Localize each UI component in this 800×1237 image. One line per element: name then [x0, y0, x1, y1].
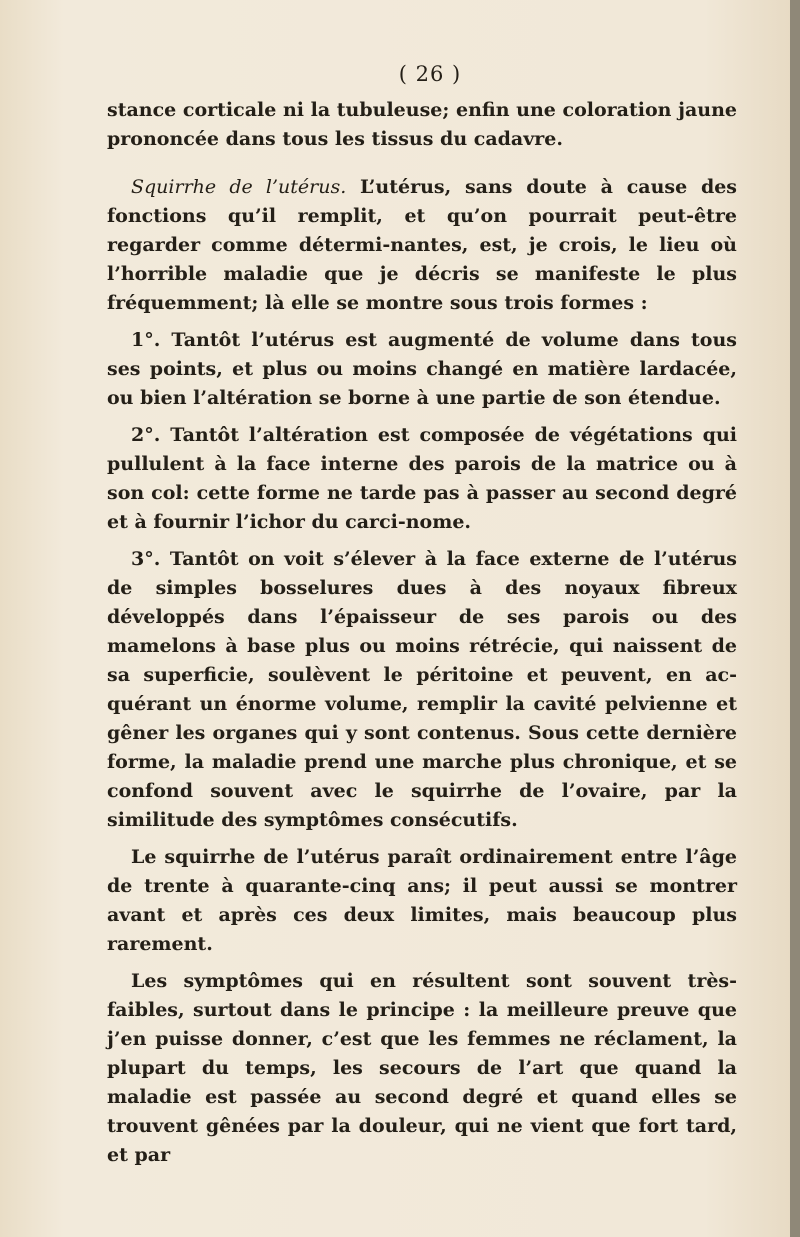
paragraph-age: Le squirrhe de l’utérus paraît ordinairement entre l’âge de trente à quarante-cinq ans; il peut aussi se montrer avant et après ces deux limites, mais beaucoup plus rarement.	[107, 846, 737, 955]
section-title: Squirrhe de l’utérus.	[131, 176, 347, 198]
paragraph-continuation: stance corticale ni la tubuleuse; enfin une coloration jaune prononcée dans tous les tissus du cadavre.	[107, 99, 737, 150]
page-edge	[790, 0, 800, 1237]
paragraph-third-form: 3°. Tantôt on voit s’élever à la face externe de l’utérus de simples bosselures dues à des noyaux fibreux développés dans l’épaisseur de ses parois ou des mamelons à base plus ou moins rétrécie, qui naissent de sa superficie, soulèvent le péritoine et peuvent, en ac-quérant un énorme volume, remplir la cavité pelvienne et gêner les organes qui y sont contenus. Sous cette dernière forme, la maladie prend une marche plus chronique, et se confond souvent avec le squirrhe de l’ovaire, par la similitude des symptômes consécutifs.	[107, 548, 737, 831]
paragraph-uterus-introduction	[107, 173, 737, 318]
paragraph-symptoms: Les symptômes qui en résultent sont souvent très-faibles, surtout dans le principe : la meilleure preuve que j’en puisse donner, c’est que les femmes ne réclament, la plupart du temps, les secours de l’art que quand la maladie est passée au second degré et quand elles se trouvent gênées par la douleur, qui ne vient que fort tard, et par	[107, 970, 737, 1166]
paragraph-second-form: 2°. Tantôt l’altération est composée de végétations qui pullulent à la face interne des parois de la matrice ou à son col: cette forme ne tarde pas à passer au second degré et à fournir l’ichor du carci-nome.	[107, 424, 737, 533]
page-number: ( 26 )	[398, 62, 462, 86]
body-text	[107, 96, 737, 1170]
paragraph-first-form: 1°. Tantôt l’utérus est augmenté de volume dans tous ses points, et plus ou moins changé en matière lardacée, ou bien l’altération se borne à une partie de son étendue.	[107, 329, 737, 409]
paragraph-text: L’utérus, sans doute à cause des fonctions qu’il remplit, et qu’on pourrait peut-être regarder comme détermi-nantes, est, je crois, le lieu où l’horrible maladie que je décris se manifeste le plus fréquemment; là elle se montre sous trois formes :	[107, 176, 738, 314]
